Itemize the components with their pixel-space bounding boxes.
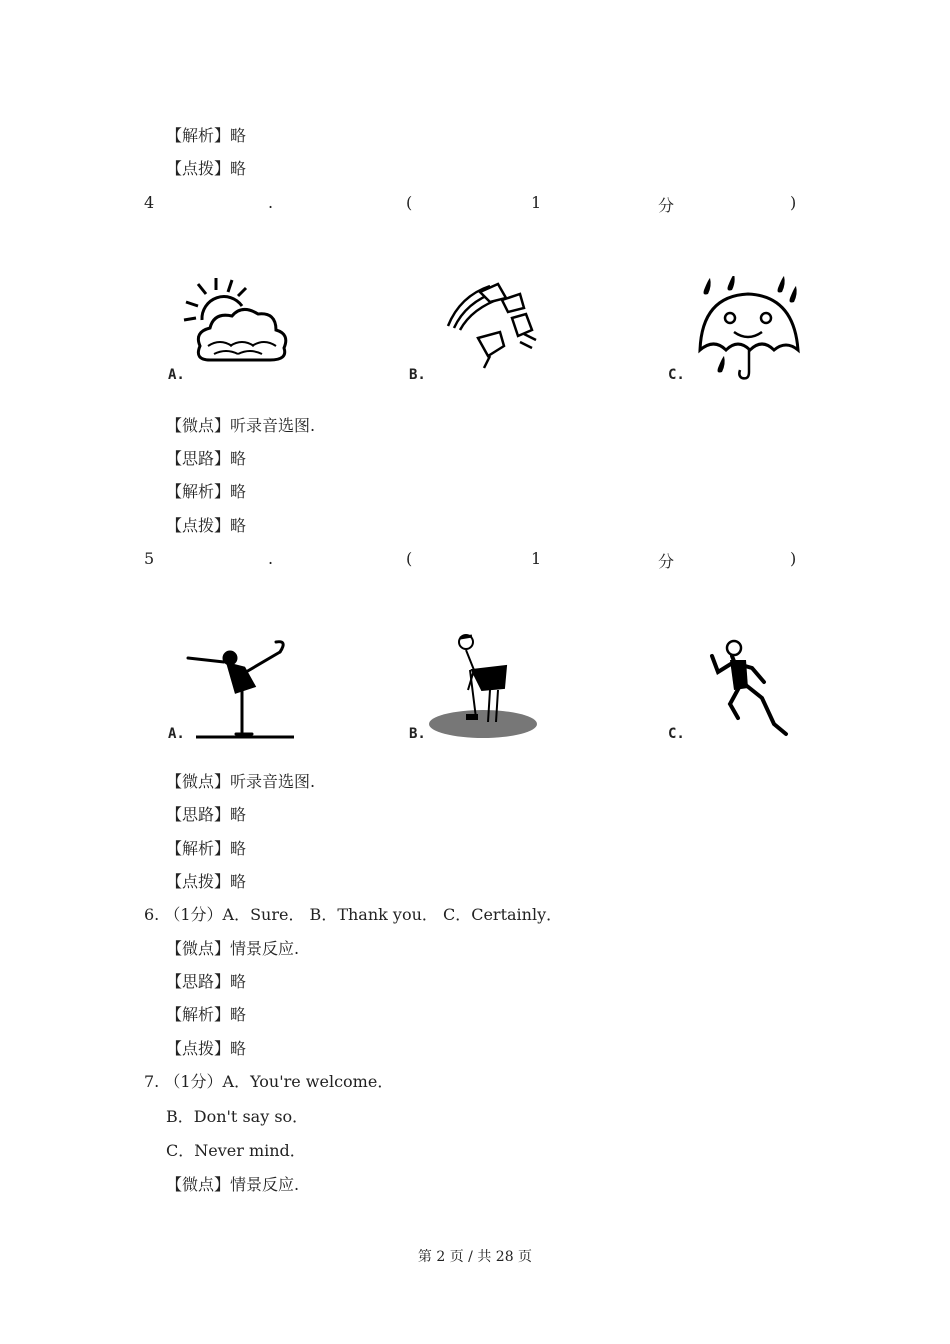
q6-note-tip: 【点拨】略 xyxy=(166,1039,247,1058)
q4-note-point: 【微点】听录音选图. xyxy=(166,416,316,435)
option-a-label: A. xyxy=(168,367,185,383)
question-6: 6. （1分）A．Sure． B．Thank you． C．Certainly． xyxy=(144,905,563,924)
option-b-label: B. xyxy=(409,726,426,742)
sun-cloud-icon xyxy=(180,276,295,371)
q7-note-point: 【微点】情景反应. xyxy=(166,1175,300,1194)
golfer-icon xyxy=(426,630,541,742)
option-c-label: C. xyxy=(668,367,685,383)
q5-note-tip: 【点拨】略 xyxy=(166,872,247,891)
question-5-header: 5 . ( 1 分 ) xyxy=(144,549,797,571)
q6-note-thinking: 【思路】略 xyxy=(166,972,247,991)
q7-option-b: B．Don't say so． xyxy=(166,1107,309,1126)
q6-note-point: 【微点】情景反应. xyxy=(166,939,300,958)
option-a-label: A. xyxy=(168,726,185,742)
q6-note-analysis: 【解析】略 xyxy=(166,1005,247,1024)
skater-icon xyxy=(184,636,299,741)
q5-note-analysis: 【解析】略 xyxy=(166,839,247,858)
q4-note-analysis: 【解析】略 xyxy=(166,482,247,501)
question-7: 7. （1分）A．You're welcome． xyxy=(144,1072,394,1091)
option-b-label: B. xyxy=(409,367,426,383)
runner-icon xyxy=(704,638,794,740)
windy-icon xyxy=(440,276,540,371)
note-tip: 【点拨】略 xyxy=(166,159,247,178)
option-c-label: C. xyxy=(668,726,685,742)
q4-note-tip: 【点拨】略 xyxy=(166,516,247,535)
q7-option-c: C．Never mind． xyxy=(166,1141,306,1160)
question-4-header: 4 . ( 1 分 ) xyxy=(144,193,797,215)
q5-note-point: 【微点】听录音选图. xyxy=(166,772,316,791)
q4-note-thinking: 【思路】略 xyxy=(166,449,247,468)
page-footer: 第 2 页 / 共 28 页 xyxy=(417,1249,533,1265)
umbrella-rain-icon xyxy=(694,276,804,381)
note-analysis: 【解析】略 xyxy=(166,126,247,145)
q5-note-thinking: 【思路】略 xyxy=(166,805,247,824)
